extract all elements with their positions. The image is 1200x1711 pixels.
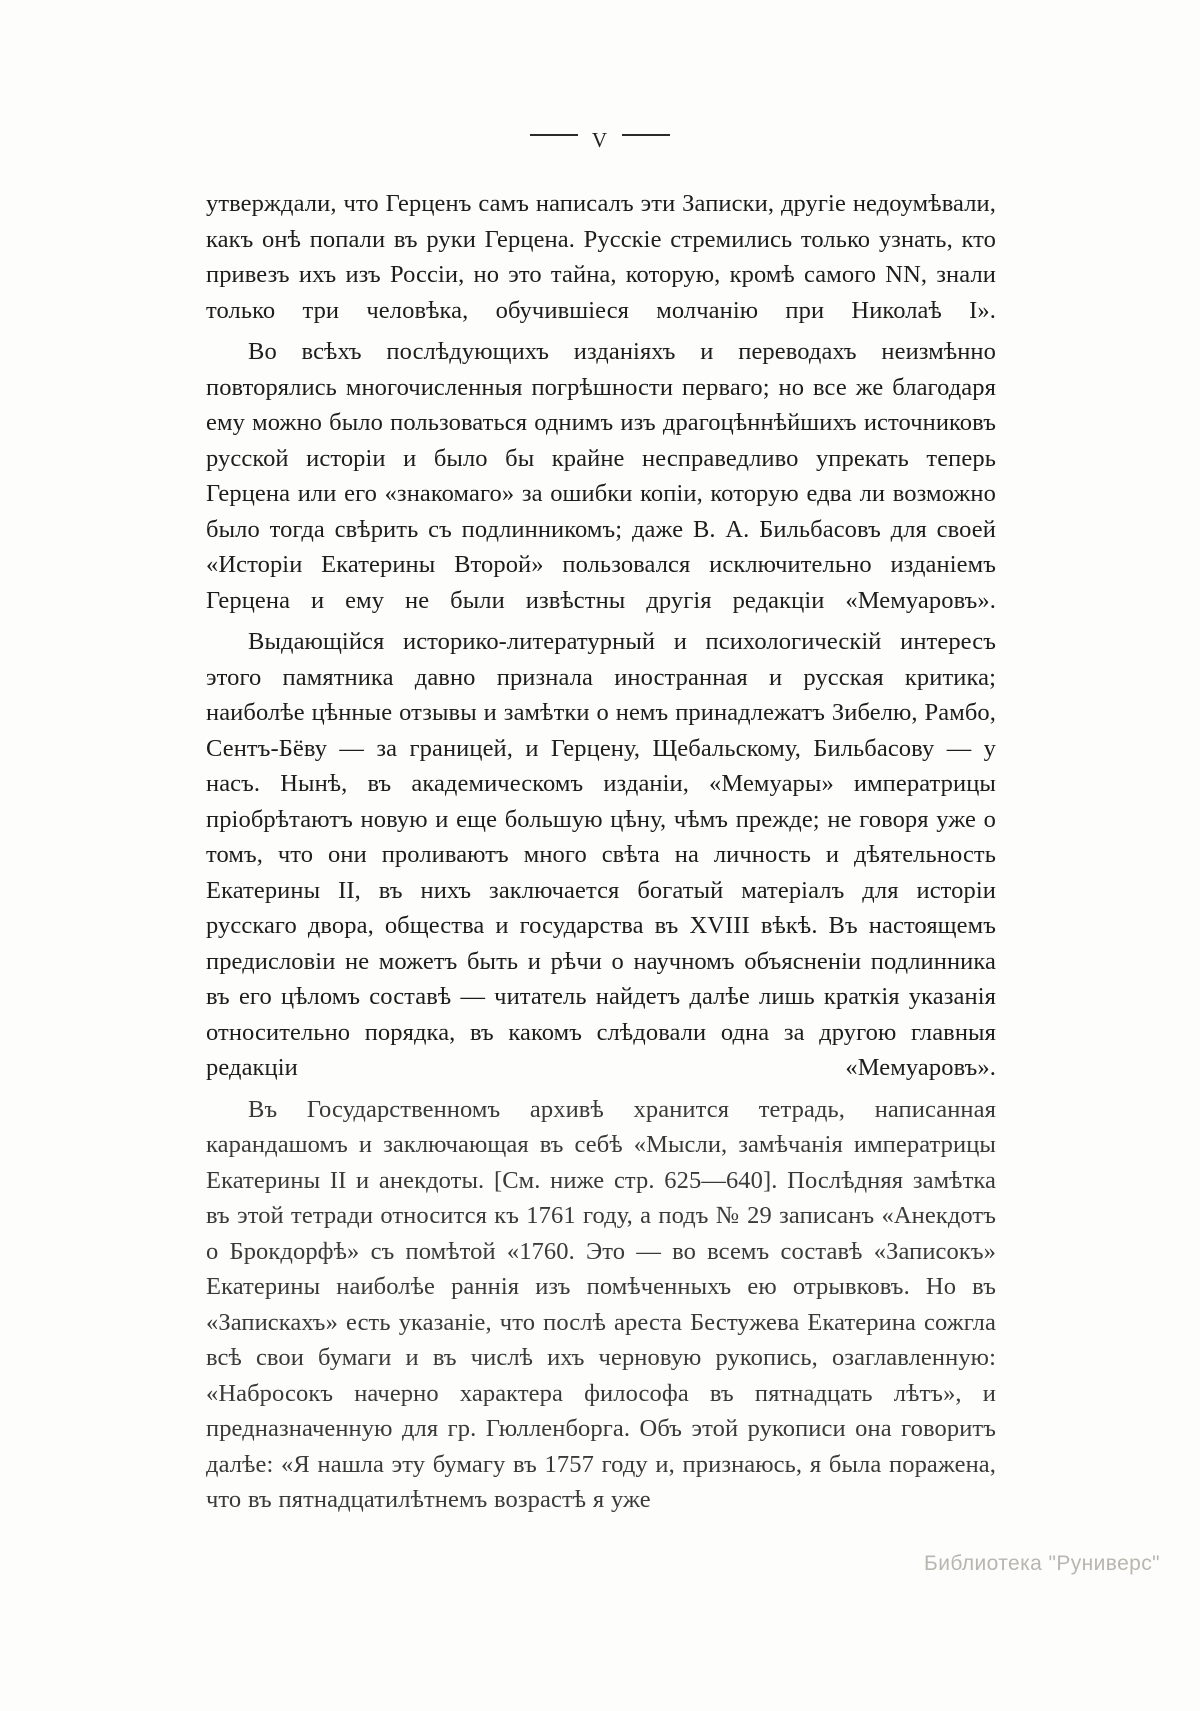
paragraph: Выдающійся историко-литературный и психологическій интересъ этого памятника давно признала иностранная и русская критика; наиболѣе цѣнные отзывы и замѣтки о немъ принадлежатъ Зибелю, Рамбо, Сентъ-Бёву — за границей, и Герцену, Щебальскому, Бильбасову — у насъ. Нынѣ, въ академическомъ изданіи, «Мемуары» императрицы пріобрѣтаютъ новую и еще большую цѣну, чѣмъ прежде; не говоря уже о томъ, что они проливаютъ много свѣта на личность и дѣятельность Екатерины II, въ нихъ заключается богатый матеріалъ для исторіи русскаго двора, общества и государства въ XVIII вѣкѣ. Въ настоящемъ предисловіи не можетъ быть и рѣчи о научномъ объясненіи подлинника въ его цѣломъ составѣ — читатель найдетъ далѣе лишь краткія указанія относительно порядка, въ какомъ слѣдовали одна за другою главныя редакціи «Мемуаровъ». bbox=[206, 628, 996, 1081]
page-header bbox=[0, 128, 1200, 153]
folio-rule-left bbox=[530, 134, 578, 136]
paragraph: утверждали, что Герценъ самъ написалъ эти Записки, другіе недоумѣвали, какъ онѣ попали въ руки Герцена. Русскіе стремились только узнать, кто привезъ ихъ изъ Россіи, но это тайна, которую, кромѣ самого NN, знали только три человѣка, обучившіеся молчанію при Николаѣ I». bbox=[206, 190, 996, 324]
paragraph: Во всѣхъ послѣдующихъ изданіяхъ и переводахъ неизмѣнно повторялись многочисленныя погрѣшности перваго; но все же благодаря ему можно было пользоваться однимъ изъ драгоцѣннѣйшихъ источниковъ русской исторіи и было бы крайне несправедливо упрекать теперь Герцена или его «знакомаго» за ошибки копіи, которую едва ли возможно было тогда свѣрить съ подлинникомъ; даже В. А. Бильбасовъ для своей «Исторіи Екатерины Второй» пользовался исключительно изданіемъ Герцена и ему не были извѣстны другія редакціи «Мемуаровъ». bbox=[206, 338, 996, 614]
library-watermark: Библиотека "Руниверс" bbox=[924, 1552, 1160, 1575]
folio-rule-right bbox=[622, 134, 670, 136]
body-text bbox=[206, 186, 996, 1524]
paragraph: Въ Государственномъ архивѣ хранится тетрадь, написанная карандашомъ и заключающая въ себѣ «Мысли, замѣчанія императрицы Екатерины II и анекдоты. [См. ниже стр. 625—640]. Послѣдняя замѣтка въ этой тетради относится къ 1761 году, а подъ № 29 записанъ «Анекдотъ о Брокдорфѣ» съ помѣтой «1760. Это — во всемъ составѣ «Записокъ» Екатерины наиболѣе раннія изъ помѣченныхъ ею отрывковъ. Но въ «Запискахъ» есть указаніе, что послѣ ареста Бестужева Екатерина сожгла всѣ свои бумаги и въ числѣ ихъ черновую рукопись, озаглавленную: «Набросокъ начерно характера философа въ пятнадцать лѣтъ», и предназначенную для гр. Гюлленборга. Объ этой рукописи она говоритъ далѣе: «Я нашла эту бумагу въ 1757 году и, признаюсь, я была поражена, что въ пятнадцатилѣтнемъ возрастѣ я уже bbox=[206, 1095, 996, 1513]
page-number: V bbox=[591, 128, 609, 152]
